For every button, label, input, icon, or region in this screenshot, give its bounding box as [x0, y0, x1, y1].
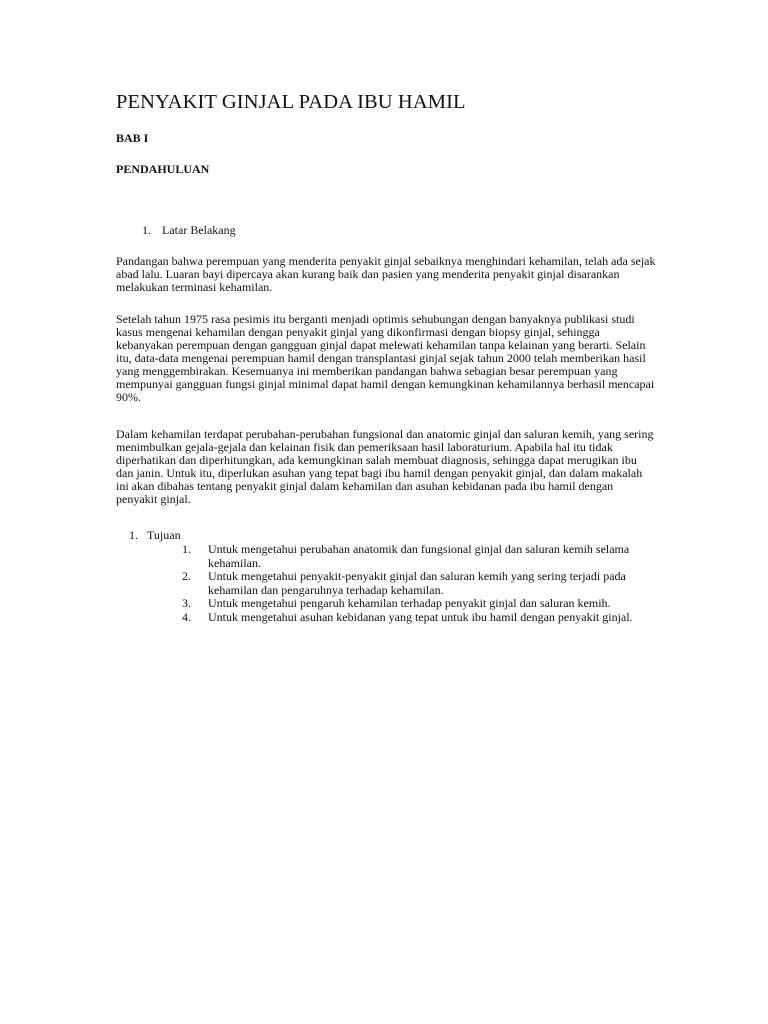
list-item: [182, 543, 656, 570]
list-item: [182, 570, 656, 597]
list-item-text: Untuk mengetahui perubahan anatomik dan fungsional ginjal dan saluran kemih selama kehamilan.: [208, 542, 630, 570]
list-item: [182, 611, 656, 625]
document-title: PENYAKIT GINJAL PADA IBU HAMIL: [116, 91, 466, 113]
list-item-text: Untuk mengetahui pengaruh kehamilan terhadap penyakit ginjal dan saluran kemih.: [208, 596, 611, 610]
section-heading-latar-belakang: [116, 223, 236, 237]
section-number: 1.: [142, 223, 151, 237]
chapter-title: PENDAHULUAN: [116, 162, 210, 176]
section-title: Tujuan: [147, 528, 181, 542]
section-title: Latar Belakang: [162, 223, 236, 237]
list-item-text: Untuk mengetahui penyakit-penyakit ginjal dan saluran kemih yang sering terjadi pada kehamilan dan pengaruhnya terhadap kehamilan.: [208, 569, 626, 597]
paragraph-3: Dalam kehamilan terdapat perubahan-perubahan fungsional dan anatomic ginjal dan saluran kemih, yang sering menimbulkan gejala-gejala dan kelainan fisik dan pemeriksaan hasil laboraturium. Apabila hal itu tidak diperhatikan dan diperhitungkan, ada kemungkinan salah membuat diagnosis, sehingga dapat merugikan ibu dan janin. Untuk itu, diperlukan asuhan yang tepat bagi ibu hamil dengan penyakit ginjal, dan dalam makalah ini akan dibahas tentang penyakit ginjal dalam kehamilan dan asuhan kebidanan pada ibu hamil dengan penyakit ginjal.: [116, 427, 654, 506]
list-item-number: 1.: [182, 542, 191, 556]
list-item-text: Untuk mengetahui asuhan kebidanan yang tepat untuk ibu hamil dengan penyakit ginjal.: [208, 609, 633, 624]
chapter-number: BAB I: [116, 131, 149, 145]
section-heading-tujuan: [116, 528, 181, 542]
objectives-list: [182, 543, 656, 624]
list-item: [182, 597, 656, 611]
list-item-number: 4.: [182, 609, 191, 624]
list-item-number: 3.: [182, 596, 191, 610]
list-item-number: 2.: [182, 569, 191, 583]
document-page: [116, 88, 656, 624]
section-number: 1.: [129, 528, 138, 542]
paragraph-2: Setelah tahun 1975 rasa pesimis itu berganti menjadi optimis sehubungan dengan banyaknya publikasi studi kasus mengenai kehamilan dengan penyakit ginjal yang dikonfirmasi dengan biopsy ginjal, sehingga kebanyakan perempuan dengan gangguan ginjal dapat melewati kehamilan tanpa kelainan yang berarti. Selain itu, data-data mengenai perempuan hamil dengan transplantasi ginjal sejak tahun 2000 telah memberikan hasil yang menggembirakan. Kesemuanya ini memberikan pandangan bahwa sebagian besar perempuan yang mempunyai gangguan fungsi ginjal minimal dapat hamil dengan kemungkinan kehamilannya berhasil mencapai 90%.: [116, 312, 655, 404]
paragraph-1: Pandangan bahwa perempuan yang menderita penyakit ginjal sebaiknya menghindari kehamilan, telah ada sejak abad lalu. Luaran bayi dipercaya akan kurang baik dan pasien yang menderita penyakit ginjal disarankan melakukan terminasi kehamilan.: [116, 254, 656, 294]
